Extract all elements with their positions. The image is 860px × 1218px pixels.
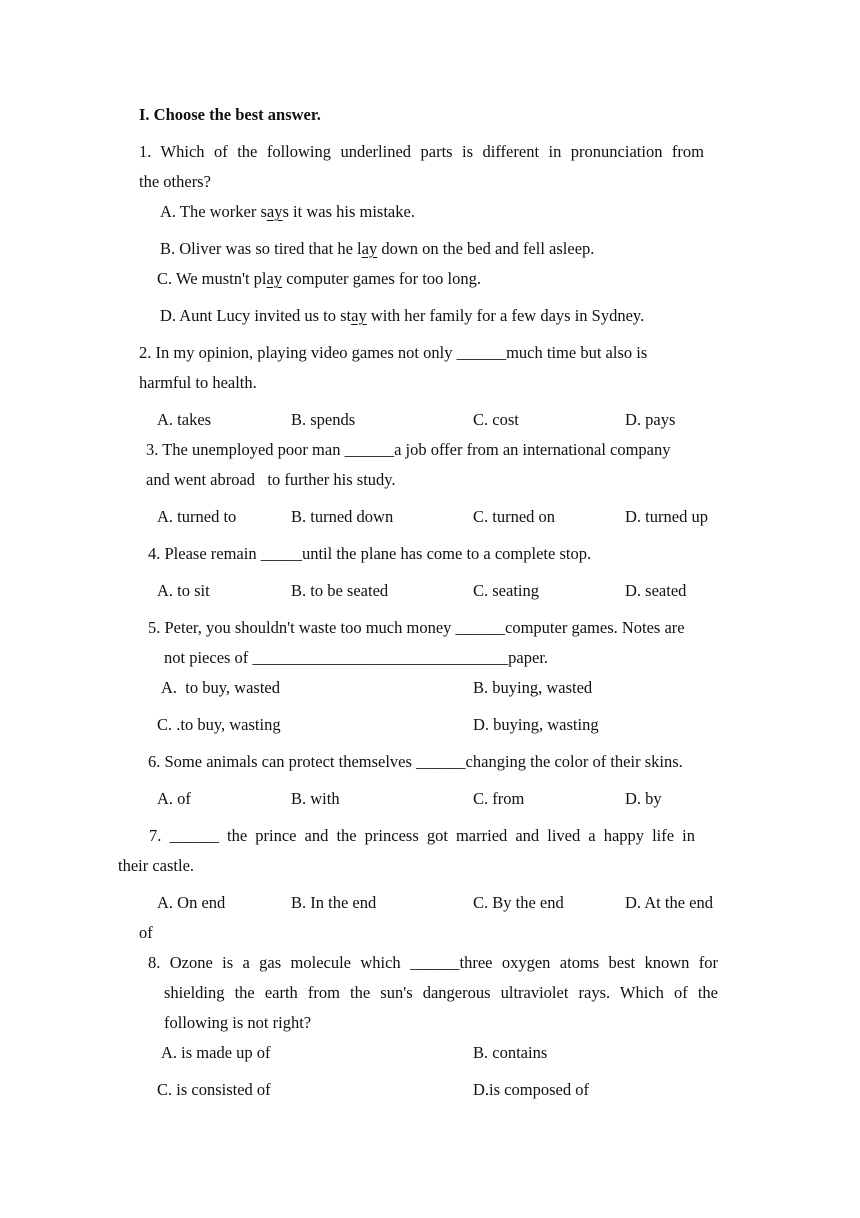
option-text: with her family for a few days in Sydney. [366, 306, 645, 325]
option-d[interactable]: D. seated [625, 581, 687, 600]
option-b[interactable]: B. In the end [291, 893, 377, 912]
option-d[interactable]: D. by [625, 789, 662, 808]
option-d-continuation: of [139, 923, 153, 942]
section-title: I. Choose the best answer. [139, 105, 321, 124]
option-text: s it was his mistake. [282, 202, 415, 221]
question-stem: 3. The unemployed poor man ______a job offer from an international company [146, 440, 671, 459]
question-stem: not pieces of _______________________________paper. [164, 648, 549, 667]
option-a[interactable]: A. to sit [157, 581, 210, 600]
option-d[interactable]: D.is composed of [473, 1080, 589, 1099]
option-b[interactable]: B. contains [473, 1043, 548, 1062]
option-d[interactable]: D. At the end [625, 893, 713, 912]
option-a[interactable]: A. On end [157, 893, 226, 912]
question-stem: and went abroad to further his study. [146, 470, 396, 489]
option-c[interactable]: C. turned on [473, 507, 556, 526]
question-stem: harmful to health. [139, 373, 257, 392]
question-stem: following is not right? [164, 1013, 312, 1032]
option-d[interactable] [160, 306, 644, 326]
option-d[interactable]: D. turned up [625, 507, 708, 526]
option-a[interactable]: A. to buy, wasted [161, 678, 280, 697]
option-text: D. Aunt Lucy invited us to st [160, 306, 352, 325]
question-stem: their castle. [118, 856, 195, 875]
option-c[interactable]: C. cost [473, 410, 519, 429]
question-stem: shielding the earth from the sun's dangerous ultraviolet rays. Which of the [164, 983, 718, 1002]
option-a[interactable]: A. is made up of [161, 1043, 271, 1062]
underlined-part: ay [266, 202, 283, 221]
option-text: A. The worker s [160, 202, 267, 221]
option-b[interactable]: B. turned down [291, 507, 394, 526]
question-stem: 5. Peter, you shouldn't waste too much money ______computer games. Notes are [148, 618, 685, 637]
underlined-part: ay [351, 306, 367, 325]
question-stem: 8. Ozone is a gas molecule which ______three oxygen atoms best known for [148, 953, 718, 972]
option-b[interactable]: B. buying, wasted [473, 678, 593, 697]
question-stem: 4. Please remain _____until the plane has come to a complete stop. [148, 544, 592, 563]
option-text: down on the bed and fell asleep. [377, 239, 595, 258]
option-c[interactable] [157, 269, 481, 289]
option-c[interactable]: C. By the end [473, 893, 564, 912]
option-text: B. Oliver was so tired that he l [160, 239, 362, 258]
question-stem: 1. Which of the following underlined parts is different in pronunciation from [139, 142, 704, 161]
option-a[interactable] [160, 202, 415, 222]
option-b[interactable]: B. to be seated [291, 581, 389, 600]
option-c[interactable]: C. from [473, 789, 525, 808]
option-a[interactable]: A. turned to [157, 507, 237, 526]
option-b[interactable] [160, 239, 594, 259]
option-text: computer games for too long. [282, 269, 481, 288]
underlined-part: ay [266, 269, 283, 288]
option-a[interactable]: A. of [157, 789, 191, 808]
question-stem: 2. In my opinion, playing video games not only ______much time but also is [139, 343, 648, 362]
question-stem: 6. Some animals can protect themselves ______changing the color of their skins. [148, 752, 683, 771]
underlined-part: ay [361, 239, 378, 258]
option-c[interactable]: C. .to buy, wasting [157, 715, 281, 734]
option-c[interactable]: C. is consisted of [157, 1080, 271, 1099]
question-stem: 7. ______ the prince and the princess got married and lived a happy life in [149, 826, 695, 845]
option-d[interactable]: D. buying, wasting [473, 715, 599, 734]
option-b[interactable]: B. spends [291, 410, 356, 429]
question-stem: the others? [139, 172, 211, 191]
option-a[interactable]: A. takes [157, 410, 212, 429]
option-text: C. We mustn't pl [157, 269, 267, 288]
option-d[interactable]: D. pays [625, 410, 676, 429]
option-b[interactable]: B. with [291, 789, 340, 808]
option-c[interactable]: C. seating [473, 581, 539, 600]
